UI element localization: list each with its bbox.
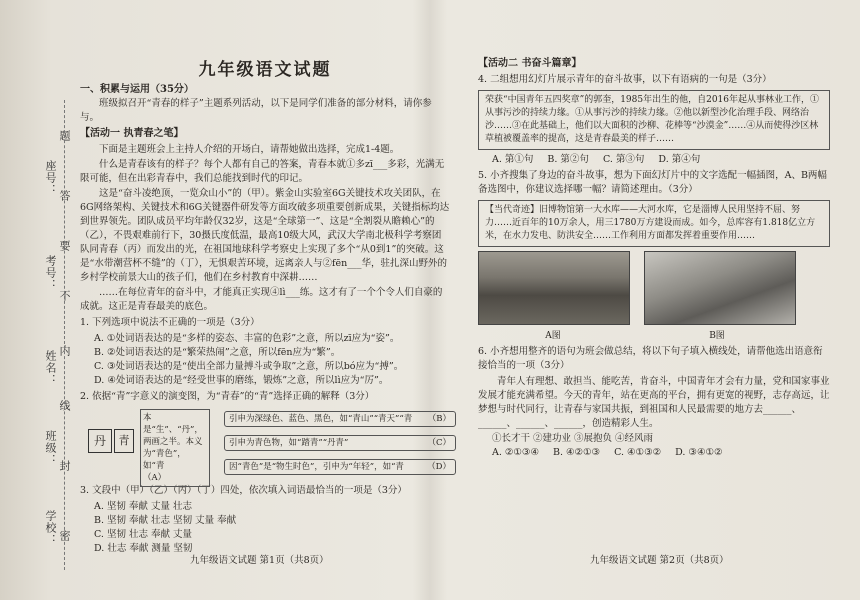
instruction-text: 下面是主题班会上主持人介绍的开场白，请帮她做出选择，完成1-4题。 [99,144,400,155]
section-heading: 一、积累与运用（35分） [80,84,194,95]
character-evolution-diagram [80,407,450,481]
seal-char: 要 [58,240,71,252]
option: C. ④①③② [614,447,662,458]
name-label: 姓名： [44,350,57,386]
option: A. 第①句 [492,154,534,165]
question-2: 2. 依据“青”字意义的演变图，为“青春”的“青”选择正确的解释（3分） [80,391,375,402]
question-4-box: 荣获“中国青年五四奖章”的郭奎，1985年出生的他，自2016年起从事林业工作，①从事污沙的持续力缘。①从事污沙的持续力缘。②他以新型沙化治理手段、网络治沙……③在此基础上，他们以大面积的沙柳、花棒等“沙漠金”……④从而使得沙区林草植被覆盖率的提高，这是青春最美的样子…… [478,90,830,150]
option: D. 第④句 [658,154,701,165]
passage-paragraph: 这是“奋斗凌绝顶，一览众山小”的（甲）。紫金山实验室6G关键技术攻关团队，在6G网络架构、关键技术和6G关键器件研发等方面攻破多项重要创新成果，关键指标均达到世界领先。团队成员平均年龄仅32岁，这是“全球第一”、这是“全割裂从瞻赖心”的（乙），不畏艰难前行下，30摄氏度低温，最高10级大风，武汉大学南北极科学考察团队同青春（丙）而发出的光，在祖国地球科学考察史上实现了多个“从0到1”的突破。这是“水带潮营杯不缝”的（丁），无惧艰苦环境，远离亲人与②fēn___华，驻扎深山野外的乡村学校前景大山的孩子们，他们在乡村教育中深耕…… [80,188,450,283]
passage-paragraph: 青年人有理想、敢担当、能吃苦，肯奋斗，中国青年才会有力量，党和国家事业发展才能充满希望。今天的青年，站在更高的平台，拥有更宽的视野，志存高远，让梦想与时代同行，让青春与家国共振，到祖国和人民最需要的地方去______、______、______、______，创造精彩人生。 [478,376,830,429]
option: C. 第③句 [602,154,645,165]
question-1: 1. 下列选项中说法不正确的一项是（3分） [80,317,260,328]
option: A. 坚韧 奉献 丈量 壮志 [94,501,192,512]
option: C. ③处词语表达的是“使出全部力量搏斗或争取”之意，所以bó应为“搏”。 [94,361,404,372]
photo-row [478,251,830,325]
seal-char: 密 [58,530,71,542]
exam-number-label: 考号： [44,255,57,291]
school-label: 学校： [44,510,57,546]
seal-line [64,100,65,570]
caption-b: B图 [709,331,725,341]
question-6: 6. 小齐想用整齐的语句为班会做总结，将以下句子填入横线处，请帮他选出语意衔接恰当的一项（3分） [478,346,823,371]
option: B. 坚韧 奉献 壮志 坚韧 丈量 奉献 [94,515,237,526]
intro-text: 班级拟召开“青春的样子”主题系列活动，以下是同学们准备的部分材料，请你参与。 [80,98,432,123]
page-footer: 九年级语文试题 第1页（共8页） [190,555,329,566]
meaning-branch: 引申为青色物，如“踏青”“丹青” （C） [224,435,456,451]
option: D. ③④①② [675,447,723,458]
question-5-box: 【当代奇迹】旧博物馆第一大水库——大河水库，它是淄博人民用坚持不屈、努力……近百年的10万余人，用三1780万方建设而成。如今，总库容有1.818亿立方米，在水力发电、防洪安全……工作利用方面都发挥着重要作用…… [478,200,830,247]
option: D. 壮志 奉献 测量 坚韧 [94,543,193,554]
seal-char: 线 [58,400,71,412]
seal-char: 题 [58,130,71,142]
page-footer: 九年级语文试题 第2页（共8页） [590,555,729,566]
seal-char: 内 [58,345,71,357]
modern-glyph: 青 [114,429,134,453]
fill-items: ①长才干 ②建功业 ③展抱负 ④经风雨 [492,433,654,444]
question-4: 4. 二组想用幻灯片展示青年的奋斗故事，以下有语病的一句是（3分） [478,74,772,85]
option: B. 第②句 [547,154,589,165]
option: A. ①处词语表达的是“多样的姿态、丰富的色彩”之意，所以zī应为“姿”。 [94,333,400,344]
option: D. ④处词语表达的是“经受世事的磨练，锻炼”之意，所以lì应为“厉”。 [94,375,389,386]
origin-note: 本是“生”、“丹”，两画之半。本义为“青色”，如“青 （A） [140,409,210,487]
option: C. 坚韧 壮志 奉献 丈量 [94,529,193,540]
photo-b [644,251,796,325]
passage-paragraph: 什么是青春该有的样子？每个人都有自己的答案，青春本就①多zī___多彩，光满无限可能，但在出彩青春中，我们总能找到时代的印记。 [80,159,445,184]
options-row [492,153,830,167]
option: B. ②处词语表达的是“繁荣热闹”之意，所以fēn应为“繁”。 [94,347,341,358]
seal-char: 答 [58,190,71,202]
option: B. ④②①③ [552,447,601,458]
options-row [492,446,830,460]
passage-paragraph: ……在每位青年的奋斗中，才能真正实现④lì___练。这才有了一个个令人们自豪的成就。这正是青春最美的底色。 [80,287,443,312]
photo-captions [478,329,830,343]
question-5: 5. 小齐搜集了身边的奋斗故事，想为下面幻灯片中的文字选配一幅插图，A、B两幅备选图中，你建议选择哪一幅？请简述理由。（3分） [478,170,827,195]
photo-a [478,251,630,325]
meaning-branch: 引申为深绿色、蓝色、黑色，如“青山”“青天”“青 （B） [224,411,456,427]
meaning-branch: 因“青色”是“物生时色”，引申为“年轻”，如“青 （D） [224,459,456,475]
page-2 [478,55,830,460]
caption-a: A图 [545,331,561,341]
option: A. ②①③④ [492,447,539,458]
page-1 [80,55,450,556]
exam-title: 九年级语文试题 [198,60,332,80]
seat-label: 座号： [44,160,57,196]
seal-char: 封 [58,460,71,472]
activity-heading: 【活动二 书奋斗篇章】 [478,58,582,69]
question-3: 3. 文段中（甲）（乙）（丙）（丁）四处，依次填入词语最恰当的一项是（3分） [80,485,407,496]
class-label: 班级： [44,430,57,466]
seal-char: 不 [58,290,71,302]
ancient-glyph-icon: 丹 [88,429,112,453]
activity-heading: 【活动一 执青春之笔】 [80,128,184,139]
